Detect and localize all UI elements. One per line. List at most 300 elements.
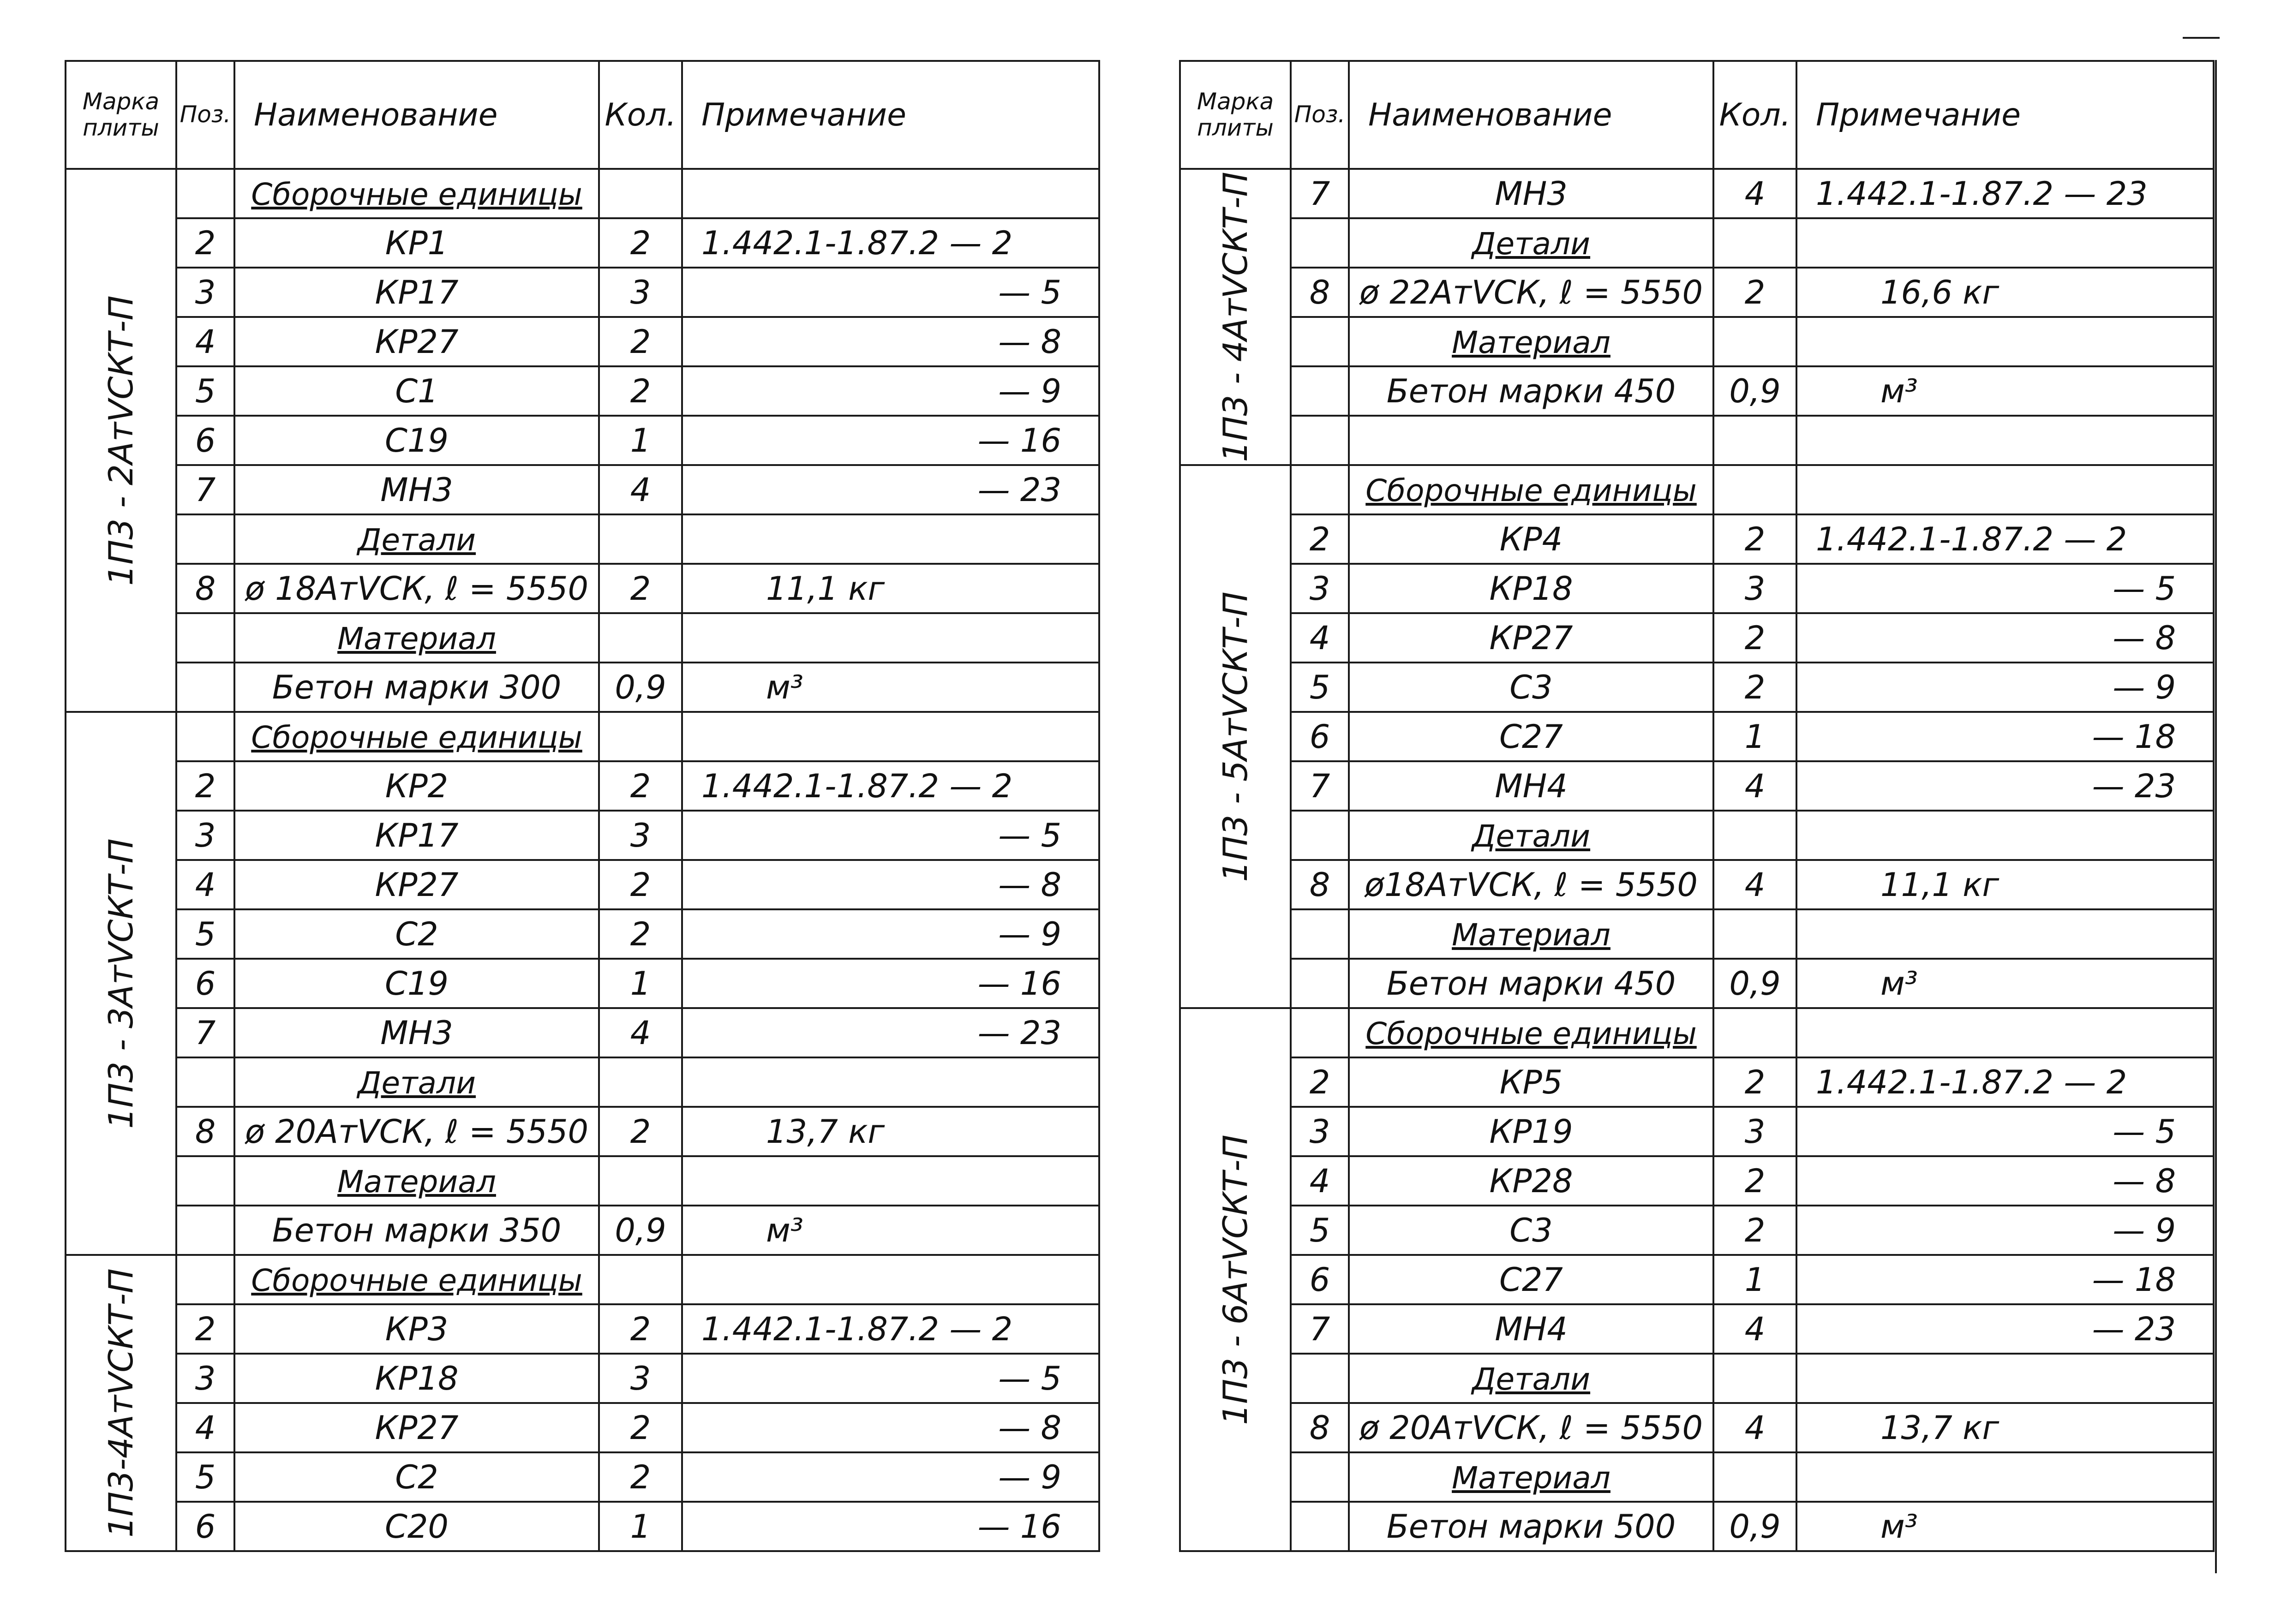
name-cell: КР19 bbox=[1349, 1107, 1713, 1156]
note-cell bbox=[1796, 1008, 2214, 1057]
section-header-row bbox=[1180, 218, 2214, 268]
table-row bbox=[66, 218, 1099, 268]
note-cell: — 8 bbox=[682, 317, 1099, 366]
table-row bbox=[66, 1008, 1099, 1057]
name-cell: КР4 bbox=[1349, 514, 1713, 564]
col-header-qty: Кол. bbox=[599, 61, 682, 169]
note-cell: 11,1 кг bbox=[682, 564, 1099, 613]
note-cell: — 5 bbox=[1796, 564, 2214, 613]
quantity-cell: 0,9 bbox=[599, 1206, 682, 1255]
position-cell: 8 bbox=[1291, 860, 1349, 909]
name-cell bbox=[234, 169, 599, 218]
plate-mark: 1П3 - 2АтVСКТ-П bbox=[102, 295, 140, 586]
name-cell: С2 bbox=[234, 1452, 599, 1502]
table-row bbox=[66, 909, 1099, 959]
quantity-cell: 2 bbox=[1713, 514, 1796, 564]
note-cell: — 8 bbox=[1796, 613, 2214, 663]
col-header-name: Наименование bbox=[234, 61, 599, 169]
position-cell bbox=[176, 663, 234, 712]
name-cell: С1 bbox=[234, 366, 599, 416]
section-title: Сборочные единицы bbox=[251, 1262, 582, 1298]
section-header-row bbox=[66, 1255, 1099, 1304]
position-cell: 4 bbox=[176, 1403, 234, 1452]
position-cell: 2 bbox=[1291, 1057, 1349, 1107]
quantity-cell: 3 bbox=[1713, 564, 1796, 613]
quantity-cell: 2 bbox=[599, 317, 682, 366]
quantity-cell bbox=[1713, 465, 1796, 514]
quantity-cell: 2 bbox=[1713, 663, 1796, 712]
position-cell: 3 bbox=[176, 1354, 234, 1403]
table-row bbox=[1180, 1255, 2214, 1304]
position-cell: 4 bbox=[1291, 613, 1349, 663]
name-cell: С19 bbox=[234, 416, 599, 465]
position-cell: 3 bbox=[176, 811, 234, 860]
quantity-cell: 4 bbox=[1713, 169, 1796, 218]
table-row bbox=[66, 860, 1099, 909]
position-cell: 6 bbox=[176, 416, 234, 465]
quantity-cell: 4 bbox=[599, 1008, 682, 1057]
position-cell bbox=[176, 613, 234, 663]
name-cell bbox=[234, 1156, 599, 1206]
section-header-row bbox=[66, 169, 1099, 218]
col-header-qty: Кол. bbox=[1713, 61, 1796, 169]
note-cell: — 23 bbox=[1796, 761, 2214, 811]
position-cell: 7 bbox=[176, 1008, 234, 1057]
note-cell: — 8 bbox=[682, 860, 1099, 909]
quantity-cell bbox=[1713, 317, 1796, 366]
name-cell bbox=[1349, 909, 1713, 959]
note-cell: — 18 bbox=[1796, 712, 2214, 761]
position-cell: 5 bbox=[176, 1452, 234, 1502]
note-cell: — 16 bbox=[682, 416, 1099, 465]
position-cell bbox=[1291, 465, 1349, 514]
table-row bbox=[66, 1403, 1099, 1452]
table-row bbox=[1180, 416, 2214, 465]
quantity-cell: 2 bbox=[599, 1403, 682, 1452]
table-row bbox=[1180, 366, 2214, 416]
note-cell: 1.442.1-1.87.2 — 2 bbox=[682, 1304, 1099, 1354]
position-cell bbox=[1291, 218, 1349, 268]
note-cell: — 9 bbox=[1796, 1206, 2214, 1255]
note-cell: — 18 bbox=[1796, 1255, 2214, 1304]
quantity-cell: 2 bbox=[599, 564, 682, 613]
note-cell: м³ bbox=[1796, 959, 2214, 1008]
position-cell: 5 bbox=[1291, 1206, 1349, 1255]
sheet-right-border bbox=[2215, 60, 2217, 1573]
table-row bbox=[1180, 959, 2214, 1008]
plate-mark-cell bbox=[1180, 465, 1291, 1008]
section-title: Сборочные единицы bbox=[1365, 1015, 1697, 1051]
quantity-cell bbox=[599, 1255, 682, 1304]
name-cell: ø18АтVСК, ℓ = 5550 bbox=[1349, 860, 1713, 909]
quantity-cell: 2 bbox=[599, 909, 682, 959]
quantity-cell: 2 bbox=[1713, 1057, 1796, 1107]
name-cell: МН4 bbox=[1349, 761, 1713, 811]
note-cell: — 5 bbox=[682, 811, 1099, 860]
table-row bbox=[66, 564, 1099, 613]
name-cell: КР2 bbox=[234, 761, 599, 811]
quantity-cell: 2 bbox=[599, 366, 682, 416]
table-row bbox=[1180, 761, 2214, 811]
position-cell: 6 bbox=[176, 1502, 234, 1551]
section-header-row bbox=[66, 1156, 1099, 1206]
quantity-cell: 0,9 bbox=[1713, 959, 1796, 1008]
plate-mark-cell bbox=[1180, 169, 1291, 465]
quantity-cell: 4 bbox=[1713, 761, 1796, 811]
position-cell: 6 bbox=[1291, 712, 1349, 761]
name-cell: С19 bbox=[234, 959, 599, 1008]
quantity-cell bbox=[599, 1156, 682, 1206]
note-cell: — 8 bbox=[682, 1403, 1099, 1452]
name-cell: КР5 bbox=[1349, 1057, 1713, 1107]
name-cell bbox=[1349, 465, 1713, 514]
quantity-cell: 4 bbox=[1713, 860, 1796, 909]
name-cell bbox=[234, 1255, 599, 1304]
col-header-note: Примечание bbox=[682, 61, 1099, 169]
position-cell bbox=[176, 712, 234, 761]
section-header-row bbox=[1180, 317, 2214, 366]
table-row bbox=[1180, 1206, 2214, 1255]
section-header-row bbox=[1180, 1008, 2214, 1057]
position-cell: 6 bbox=[1291, 1255, 1349, 1304]
position-cell bbox=[1291, 366, 1349, 416]
note-cell bbox=[1796, 1354, 2214, 1403]
quantity-cell: 0,9 bbox=[599, 663, 682, 712]
col-header-name: Наименование bbox=[1349, 61, 1713, 169]
table-row bbox=[66, 1502, 1099, 1551]
name-cell: С27 bbox=[1349, 1255, 1713, 1304]
note-cell: — 23 bbox=[1796, 1304, 2214, 1354]
name-cell bbox=[1349, 317, 1713, 366]
note-cell: м³ bbox=[682, 1206, 1099, 1255]
note-cell: — 23 bbox=[682, 1008, 1099, 1057]
name-cell: ø 18АтVСК, ℓ = 5550 bbox=[234, 564, 599, 613]
section-header-row bbox=[66, 514, 1099, 564]
name-cell: С2 bbox=[234, 909, 599, 959]
quantity-cell: 1 bbox=[1713, 712, 1796, 761]
note-cell: — 16 bbox=[682, 959, 1099, 1008]
section-title: Детали bbox=[1472, 818, 1591, 854]
section-title: Детали bbox=[1472, 1361, 1591, 1397]
note-cell: 1.442.1-1.87.2 — 2 bbox=[682, 761, 1099, 811]
table-row bbox=[1180, 1502, 2214, 1551]
note-cell: 1.442.1-1.87.2 — 2 bbox=[1796, 1057, 2214, 1107]
section-header-row bbox=[66, 1057, 1099, 1107]
position-cell bbox=[1291, 317, 1349, 366]
note-cell: м³ bbox=[682, 663, 1099, 712]
section-header-row bbox=[1180, 1452, 2214, 1502]
plate-mark: 1П3 - 3АтVСКТ-П bbox=[102, 838, 140, 1129]
quantity-cell: 4 bbox=[1713, 1403, 1796, 1452]
quantity-cell: 1 bbox=[599, 959, 682, 1008]
name-cell: ø 20АтVСК, ℓ = 5550 bbox=[1349, 1403, 1713, 1452]
table-row bbox=[1180, 1156, 2214, 1206]
table-row bbox=[1180, 663, 2214, 712]
specification-table bbox=[65, 60, 1100, 1552]
col-header-note: Примечание bbox=[1796, 61, 2214, 169]
quantity-cell: 1 bbox=[599, 1502, 682, 1551]
section-title: Детали bbox=[357, 522, 476, 558]
position-cell bbox=[1291, 416, 1349, 465]
position-cell bbox=[1291, 1502, 1349, 1551]
quantity-cell bbox=[599, 613, 682, 663]
name-cell: Бетон марки 450 bbox=[1349, 959, 1713, 1008]
position-cell bbox=[176, 1156, 234, 1206]
name-cell: С3 bbox=[1349, 1206, 1713, 1255]
quantity-cell: 4 bbox=[1713, 1304, 1796, 1354]
quantity-cell: 2 bbox=[599, 1304, 682, 1354]
position-cell: 6 bbox=[176, 959, 234, 1008]
table-row bbox=[66, 366, 1099, 416]
name-cell: С3 bbox=[1349, 663, 1713, 712]
table-row bbox=[66, 1206, 1099, 1255]
quantity-cell: 1 bbox=[599, 416, 682, 465]
position-cell: 4 bbox=[1291, 1156, 1349, 1206]
quantity-cell: 4 bbox=[599, 465, 682, 514]
position-cell bbox=[1291, 909, 1349, 959]
position-cell bbox=[1291, 1452, 1349, 1502]
quantity-cell bbox=[599, 514, 682, 564]
section-header-row bbox=[1180, 811, 2214, 860]
quantity-cell: 2 bbox=[1713, 1206, 1796, 1255]
name-cell: Бетон марки 450 bbox=[1349, 366, 1713, 416]
position-cell: 8 bbox=[176, 1107, 234, 1156]
name-cell bbox=[1349, 1008, 1713, 1057]
note-cell bbox=[682, 1255, 1099, 1304]
note-cell bbox=[682, 712, 1099, 761]
position-cell: 7 bbox=[1291, 761, 1349, 811]
name-cell: КР27 bbox=[234, 1403, 599, 1452]
name-cell: Бетон марки 500 bbox=[1349, 1502, 1713, 1551]
name-cell: КР27 bbox=[1349, 613, 1713, 663]
section-header-row bbox=[66, 712, 1099, 761]
position-cell: 8 bbox=[1291, 268, 1349, 317]
note-cell: 11,1 кг bbox=[1796, 860, 2214, 909]
name-cell: С20 bbox=[234, 1502, 599, 1551]
position-cell: 8 bbox=[176, 564, 234, 613]
position-cell bbox=[176, 514, 234, 564]
table-row bbox=[66, 959, 1099, 1008]
position-cell: 3 bbox=[176, 268, 234, 317]
name-cell: ø 20АтVСК, ℓ = 5550 bbox=[234, 1107, 599, 1156]
quantity-cell: 2 bbox=[1713, 268, 1796, 317]
note-cell: — 9 bbox=[682, 1452, 1099, 1502]
note-cell bbox=[1796, 811, 2214, 860]
quantity-cell bbox=[1713, 909, 1796, 959]
name-cell: МН3 bbox=[1349, 169, 1713, 218]
table-row bbox=[66, 761, 1099, 811]
col-header-mark: Марка плиты bbox=[66, 61, 176, 169]
section-title: Материал bbox=[337, 621, 496, 657]
position-cell: 2 bbox=[1291, 514, 1349, 564]
position-cell: 2 bbox=[176, 1304, 234, 1354]
plate-mark-cell bbox=[66, 1255, 176, 1551]
plate-mark-cell bbox=[66, 712, 176, 1255]
quantity-cell: 2 bbox=[599, 761, 682, 811]
quantity-cell bbox=[1713, 1452, 1796, 1502]
note-cell: м³ bbox=[1796, 1502, 2214, 1551]
table-row bbox=[1180, 268, 2214, 317]
note-cell: — 8 bbox=[1796, 1156, 2214, 1206]
table-row bbox=[66, 663, 1099, 712]
position-cell: 4 bbox=[176, 860, 234, 909]
table-row bbox=[1180, 1304, 2214, 1354]
name-cell bbox=[234, 1057, 599, 1107]
note-cell: 1.442.1-1.87.2 — 23 bbox=[1796, 169, 2214, 218]
note-cell: 13,7 кг bbox=[1796, 1403, 2214, 1452]
quantity-cell: 2 bbox=[599, 218, 682, 268]
name-cell: КР18 bbox=[234, 1354, 599, 1403]
section-title: Сборочные единицы bbox=[251, 719, 582, 755]
quantity-cell bbox=[599, 712, 682, 761]
quantity-cell bbox=[1713, 811, 1796, 860]
name-cell: КР27 bbox=[234, 860, 599, 909]
name-cell: ø 22АтVСК, ℓ = 5550 bbox=[1349, 268, 1713, 317]
note-cell: — 9 bbox=[682, 909, 1099, 959]
col-header-pos: Поз. bbox=[1291, 61, 1349, 169]
position-cell: 3 bbox=[1291, 564, 1349, 613]
table-row bbox=[1180, 1107, 2214, 1156]
name-cell bbox=[234, 613, 599, 663]
position-cell: 8 bbox=[1291, 1403, 1349, 1452]
position-cell bbox=[176, 1057, 234, 1107]
note-cell: — 23 bbox=[682, 465, 1099, 514]
position-cell bbox=[1291, 959, 1349, 1008]
table-row bbox=[66, 1452, 1099, 1502]
table-row bbox=[1180, 1403, 2214, 1452]
section-title: Материал bbox=[1452, 324, 1610, 360]
name-cell bbox=[234, 712, 599, 761]
name-cell: КР17 bbox=[234, 811, 599, 860]
quantity-cell: 2 bbox=[599, 1107, 682, 1156]
name-cell: КР1 bbox=[234, 218, 599, 268]
specification-table bbox=[1179, 60, 2215, 1552]
name-cell: КР17 bbox=[234, 268, 599, 317]
col-header-pos: Поз. bbox=[176, 61, 234, 169]
section-title: Сборочные единицы bbox=[1365, 472, 1697, 508]
table-row bbox=[1180, 613, 2214, 663]
spec-table-left bbox=[65, 60, 1100, 1552]
name-cell bbox=[1349, 1354, 1713, 1403]
table-row bbox=[1180, 860, 2214, 909]
position-cell: 7 bbox=[1291, 169, 1349, 218]
note-cell: — 5 bbox=[682, 1354, 1099, 1403]
quantity-cell: 0,9 bbox=[1713, 1502, 1796, 1551]
section-header-row bbox=[66, 613, 1099, 663]
col-header-mark: Марка плиты bbox=[1180, 61, 1291, 169]
section-title: Сборочные единицы bbox=[251, 176, 582, 212]
note-cell: — 5 bbox=[1796, 1107, 2214, 1156]
name-cell: МН3 bbox=[234, 465, 599, 514]
section-title: Материал bbox=[337, 1164, 496, 1200]
note-cell bbox=[682, 514, 1099, 564]
quantity-cell: 0,9 bbox=[1713, 366, 1796, 416]
name-cell: КР27 bbox=[234, 317, 599, 366]
position-cell bbox=[1291, 1354, 1349, 1403]
position-cell: 5 bbox=[176, 909, 234, 959]
position-cell: 2 bbox=[176, 218, 234, 268]
name-cell: МН3 bbox=[234, 1008, 599, 1057]
section-title: Детали bbox=[1472, 226, 1591, 262]
quantity-cell bbox=[1713, 1354, 1796, 1403]
quantity-cell bbox=[1713, 218, 1796, 268]
table-row bbox=[1180, 169, 2214, 218]
name-cell: КР28 bbox=[1349, 1156, 1713, 1206]
name-cell: МН4 bbox=[1349, 1304, 1713, 1354]
plate-mark-cell bbox=[66, 169, 176, 712]
table-row bbox=[1180, 564, 2214, 613]
note-cell: 1.442.1-1.87.2 — 2 bbox=[1796, 514, 2214, 564]
sheet-corner-tick bbox=[2183, 37, 2220, 39]
name-cell: КР18 bbox=[1349, 564, 1713, 613]
quantity-cell: 2 bbox=[1713, 613, 1796, 663]
table-row bbox=[1180, 712, 2214, 761]
section-header-row bbox=[1180, 1354, 2214, 1403]
name-cell bbox=[1349, 811, 1713, 860]
quantity-cell bbox=[1713, 1008, 1796, 1057]
name-cell: КР3 bbox=[234, 1304, 599, 1354]
table-row bbox=[1180, 1057, 2214, 1107]
note-cell bbox=[1796, 416, 2214, 465]
position-cell: 5 bbox=[1291, 663, 1349, 712]
note-cell bbox=[1796, 1452, 2214, 1502]
name-cell bbox=[1349, 1452, 1713, 1502]
name-cell bbox=[234, 514, 599, 564]
name-cell: С27 bbox=[1349, 712, 1713, 761]
note-cell bbox=[682, 1156, 1099, 1206]
note-cell: м³ bbox=[1796, 366, 2214, 416]
position-cell: 5 bbox=[176, 366, 234, 416]
quantity-cell: 1 bbox=[1713, 1255, 1796, 1304]
quantity-cell bbox=[1713, 416, 1796, 465]
note-cell bbox=[1796, 317, 2214, 366]
spec-table-right bbox=[1179, 60, 2215, 1552]
section-title: Материал bbox=[1452, 917, 1610, 953]
table-row bbox=[66, 465, 1099, 514]
section-header-row bbox=[1180, 909, 2214, 959]
position-cell bbox=[176, 1255, 234, 1304]
note-cell bbox=[682, 1057, 1099, 1107]
note-cell: — 9 bbox=[682, 366, 1099, 416]
section-title: Материал bbox=[1452, 1460, 1610, 1496]
section-header-row bbox=[1180, 465, 2214, 514]
note-cell bbox=[1796, 218, 2214, 268]
plate-mark-cell bbox=[1180, 1008, 1291, 1551]
note-cell: 1.442.1-1.87.2 — 2 bbox=[682, 218, 1099, 268]
note-cell: — 16 bbox=[682, 1502, 1099, 1551]
quantity-cell: 2 bbox=[1713, 1156, 1796, 1206]
note-cell bbox=[1796, 465, 2214, 514]
table-row bbox=[66, 1304, 1099, 1354]
quantity-cell: 2 bbox=[599, 1452, 682, 1502]
position-cell: 7 bbox=[1291, 1304, 1349, 1354]
position-cell: 3 bbox=[1291, 1107, 1349, 1156]
note-cell: — 5 bbox=[682, 268, 1099, 317]
position-cell bbox=[176, 169, 234, 218]
header-row bbox=[66, 61, 1099, 169]
plate-mark: 1П3 - 4АтVСКТ-П bbox=[1216, 172, 1255, 462]
quantity-cell bbox=[599, 169, 682, 218]
position-cell bbox=[1291, 811, 1349, 860]
quantity-cell bbox=[599, 1057, 682, 1107]
header-row bbox=[1180, 61, 2214, 169]
quantity-cell: 3 bbox=[599, 268, 682, 317]
table-row bbox=[66, 811, 1099, 860]
table-row bbox=[66, 268, 1099, 317]
position-cell: 7 bbox=[176, 465, 234, 514]
table-row bbox=[1180, 514, 2214, 564]
plate-mark: 1П3-4АтVСКТ-П bbox=[102, 1268, 140, 1538]
